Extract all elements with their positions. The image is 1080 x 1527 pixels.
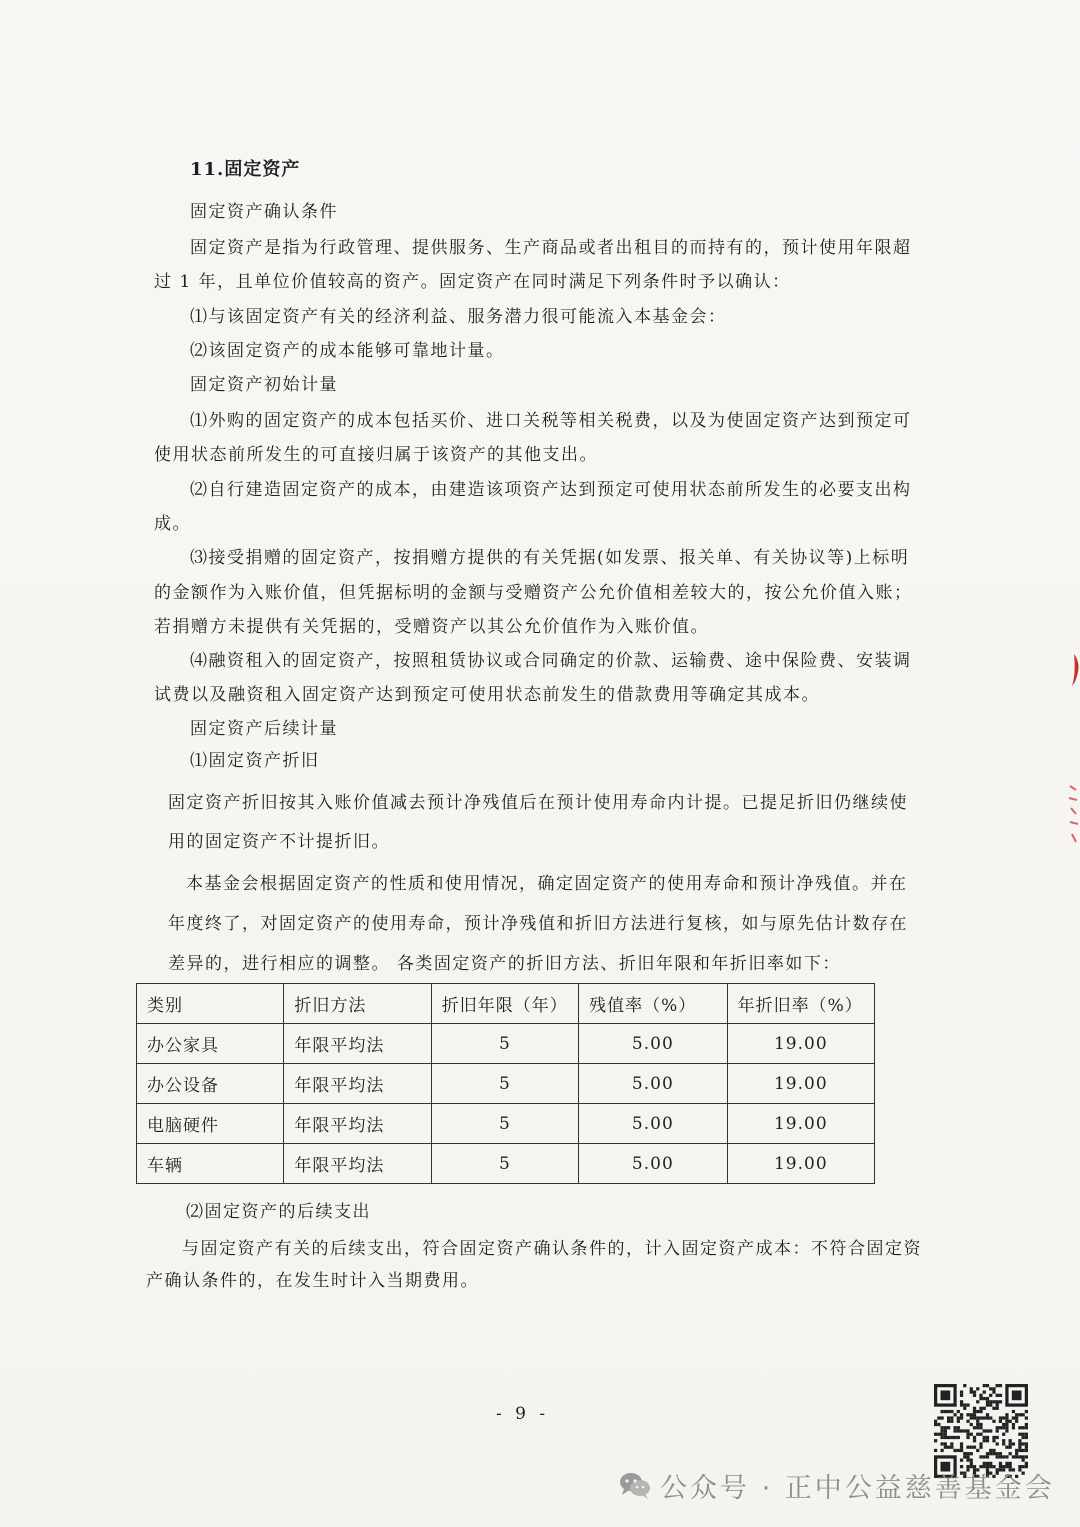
paragraph-line: 与固定资产有关的后续支出，符合固定资产确认条件的，计入固定资产成本：不符合固定资 <box>182 1239 922 1259</box>
cell-annual-rate: 19.00 <box>727 1144 874 1184</box>
header-annual-rate: 年折旧率（%） <box>727 984 874 1024</box>
cell-annual-rate: 19.00 <box>727 1024 874 1064</box>
cell-residual-rate: 5.00 <box>579 1024 728 1064</box>
cell-annual-rate: 19.00 <box>727 1104 874 1144</box>
cell-category: 车辆 <box>137 1144 284 1184</box>
cell-method: 年限平均法 <box>284 1024 431 1064</box>
cell-category: 办公家具 <box>137 1024 284 1064</box>
header-residual-rate: 残值率（%） <box>579 984 728 1024</box>
paragraph-line: 用的固定资产不计提折旧。 <box>168 832 390 852</box>
cell-method: 年限平均法 <box>284 1144 431 1184</box>
paragraph-line: 试费以及融资租入固定资产达到预定可使用状态前发生的借款费用等确定其成本。 <box>154 685 820 705</box>
watermark <box>618 1464 1055 1506</box>
subheading-recognition: 固定资产确认条件 <box>190 202 338 222</box>
cell-annual-rate: 19.00 <box>727 1064 874 1104</box>
seal-fragment-icon <box>1064 650 1080 690</box>
paragraph-line: ⑵该固定资产的成本能够可靠地计量。 <box>190 341 505 361</box>
cell-method: 年限平均法 <box>284 1064 431 1104</box>
section-heading: 11.固定资产 <box>190 159 301 180</box>
paragraph-line: 产确认条件的，在发生时计入当期费用。 <box>146 1271 479 1291</box>
paragraph-line: 差异的，进行相应的调整。 各类固定资产的折旧方法、折旧年限和年折旧率如下： <box>168 954 841 974</box>
paragraph-line: ⑵自行建造固定资产的成本，由建造该项资产达到预定可使用状态前所发生的必要支出构 <box>190 480 912 500</box>
cell-years: 5 <box>431 1064 578 1104</box>
table-header-row <box>137 984 875 1024</box>
watermark-text: 公众号 · 正中公益慈善基金会 <box>660 1472 1055 1504</box>
wechat-icon <box>618 1470 652 1500</box>
cell-years: 5 <box>431 1024 578 1064</box>
header-category: 类别 <box>137 984 284 1024</box>
cell-years: 5 <box>431 1104 578 1144</box>
cell-residual-rate: 5.00 <box>579 1064 728 1104</box>
seal-fragment-icon <box>1064 778 1080 848</box>
depreciation-table <box>136 983 875 1184</box>
table-row <box>137 1104 875 1144</box>
subheading-initial-measurement: 固定资产初始计量 <box>190 375 338 395</box>
paragraph-line: 若捐赠方未提供有关凭据的，受赠资产以其公允价值作为入账价值。 <box>154 617 709 637</box>
header-method: 折旧方法 <box>284 984 431 1024</box>
cell-years: 5 <box>431 1144 578 1184</box>
subheading-subsequent-measurement: 固定资产后续计量 <box>190 719 338 739</box>
paragraph-line: ⑴外购的固定资产的成本包括买价、进口关税等相关税费，以及为使固定资产达到预定可 <box>190 411 912 431</box>
paragraph-line: 固定资产折旧按其入账价值减去预计净残值后在预计使用寿命内计提。已提足折旧仍继续使 <box>168 793 908 813</box>
paragraph-line: ⑵固定资产的后续支出 <box>186 1202 371 1222</box>
cell-residual-rate: 5.00 <box>579 1144 728 1184</box>
paragraph-line: 年度终了，对固定资产的使用寿命，预计净残值和折旧方法进行复核，如与原先估计数存在 <box>168 914 908 934</box>
paragraph-line: 固定资产是指为行政管理、提供服务、生产商品或者出租目的而持有的，预计使用年限超 <box>190 238 912 258</box>
table-row <box>137 1024 875 1064</box>
paragraph-line: 过 1 年，且单位价值较高的资产。固定资产在同时满足下列条件时予以确认： <box>154 272 791 292</box>
cell-method: 年限平均法 <box>284 1104 431 1144</box>
paragraph-line: 本基金会根据固定资产的性质和使用情况，确定固定资产的使用寿命和预计净残值。并在 <box>186 874 908 894</box>
cell-category: 办公设备 <box>137 1064 284 1104</box>
paragraph-line: ⑷融资租入的固定资产，按照租赁协议或合同确定的价款、运输费、途中保险费、安装调 <box>190 651 912 671</box>
page-number: - 9 - <box>496 1404 550 1424</box>
cell-category: 电脑硬件 <box>137 1104 284 1144</box>
cell-residual-rate: 5.00 <box>579 1104 728 1144</box>
table-row <box>137 1144 875 1184</box>
paragraph-line: 使用状态前所发生的可直接归属于该资产的其他支出。 <box>154 445 598 465</box>
header-years: 折旧年限（年） <box>431 984 578 1024</box>
paragraph-line: ⑴与该固定资产有关的经济利益、服务潜力很可能流入本基金会： <box>190 307 727 327</box>
paragraph-line: ⑴固定资产折旧 <box>190 751 320 771</box>
paragraph-line: 成。 <box>154 514 191 534</box>
table-row <box>137 1064 875 1104</box>
paragraph-line: ⑶接受捐赠的固定资产，按捐赠方提供的有关凭据(如发票、报关单、有关协议等)上标明 <box>190 548 910 568</box>
paragraph-line: 的金额作为入账价值，但凭据标明的金额与受赠资产公允价值相差较大的，按公允价值入账； <box>154 583 913 603</box>
